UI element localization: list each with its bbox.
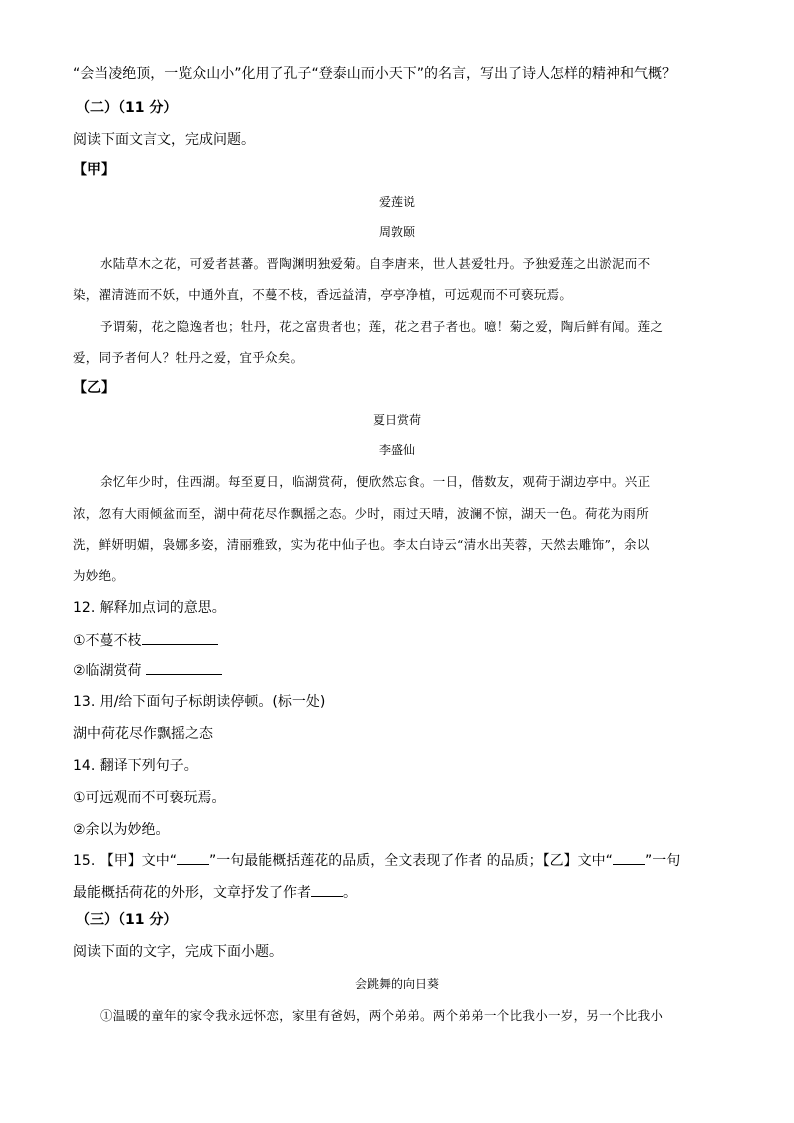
dance-line-1: ①温暖的童年的家令我永远怀恋，家里有爸妈，两个弟弟。两个弟弟一个比我小一岁，另一个比我小 [100,1008,664,1023]
q15-part-1: 15. 【甲】文中“ [73,853,177,869]
q15-line-2-text: 最能概括荷花的外形，文章抒发了作者 [73,885,311,901]
poem-question: “会当凌绝顶，一览众山小”化用了孔子“登泰山而小天下”的名言，写出了诗人怎样的精神和气概？ [73,66,677,82]
q13-sentence: 湖中荷花尽作飘摇之态 [73,726,213,742]
q14-item-1: ①可远观而不可亵玩焉。 [73,790,226,806]
q15-line-2-end: 。 [343,885,357,901]
q15-blank-1[interactable] [177,850,209,865]
ailian-line-1: 水陆草木之花，可爱者甚蕃。晋陶渊明独爱菊。自李唐来，世人甚爱牡丹。予独爱莲之出淤泥而不 [100,256,651,271]
xiari-author: 李盛仙 [378,443,415,457]
q12-item-2 [73,660,720,681]
q15-line-1 [73,850,720,871]
dance-title: 会跳舞的向日葵 [354,977,439,991]
section2-header: （二）（11 分） [76,100,178,116]
q15-part-2: ”一句最能概括莲花的品质，全文表现了作者 的品质；【乙】文中“ [208,853,613,869]
q12-item-1 [73,630,720,651]
xiari-line-1: 余忆年少时，住西湖。每至夏日，临湖赏荷，便欣然忘食。一日，偕数友，观荷于湖边亭中。兴正 [100,474,651,489]
xiari-line-2: 浓，忽有大雨倾盆而至，湖中荷花尽作飘摇之态。少时，雨过天晴，波澜不惊，湖天一色。荷花为雨所 [73,506,650,521]
q15-line-2 [73,882,720,903]
q15-blank-2[interactable] [613,850,645,865]
xiari-title: 夏日赏荷 [372,413,421,427]
q13-stem: 13. 用/给下面句子标朗读停顿。(标一处) [73,694,326,710]
section3-instruction: 阅读下面的文字，完成下面小题。 [73,944,283,960]
q12-stem: 12. 解释加点词的意思。 [73,600,226,616]
q14-item-2: ②余以为妙绝。 [73,822,170,838]
ailian-title: 爱莲说 [378,195,415,209]
xiari-line-4: 为妙绝。 [73,568,125,583]
q14-stem: 14. 翻译下列句子。 [73,758,198,774]
ailian-line-4: 爱，同予者何人？牡丹之爱，宜乎众矣。 [73,350,304,365]
ailian-line-2: 染，濯清涟而不妖，中通外直，不蔓不枝，香远益清，亭亭净植，可远观而不可亵玩焉。 [73,287,573,302]
q12-item-1-blank[interactable] [142,630,218,645]
xiari-line-3: 洗，鲜妍明媚，袅娜多姿，清丽雅致，实为花中仙子也。李太白诗云“清水出芙蓉，天然去雕饰”，余以 [73,537,650,552]
jia-label: 【甲】 [73,162,115,178]
ailian-line-3: 予谓菊，花之隐逸者也；牡丹，花之富贵者也；莲，花之君子者也。噫！菊之爱，陶后鲜有闻。莲之 [100,319,664,334]
yi-label: 【乙】 [73,380,115,396]
section3-header: （三）（11 分） [76,912,178,928]
q12-item-1-text: ①不蔓不枝 [73,633,142,649]
q15-blank-3[interactable] [311,882,343,897]
ailian-author: 周敦颐 [378,225,415,239]
q15-part-3: ”一句 [644,853,681,869]
q12-item-2-blank[interactable] [146,660,222,675]
q12-item-2-text: ②临湖赏荷 [73,663,142,679]
section2-instruction: 阅读下面文言文，完成问题。 [73,132,255,148]
